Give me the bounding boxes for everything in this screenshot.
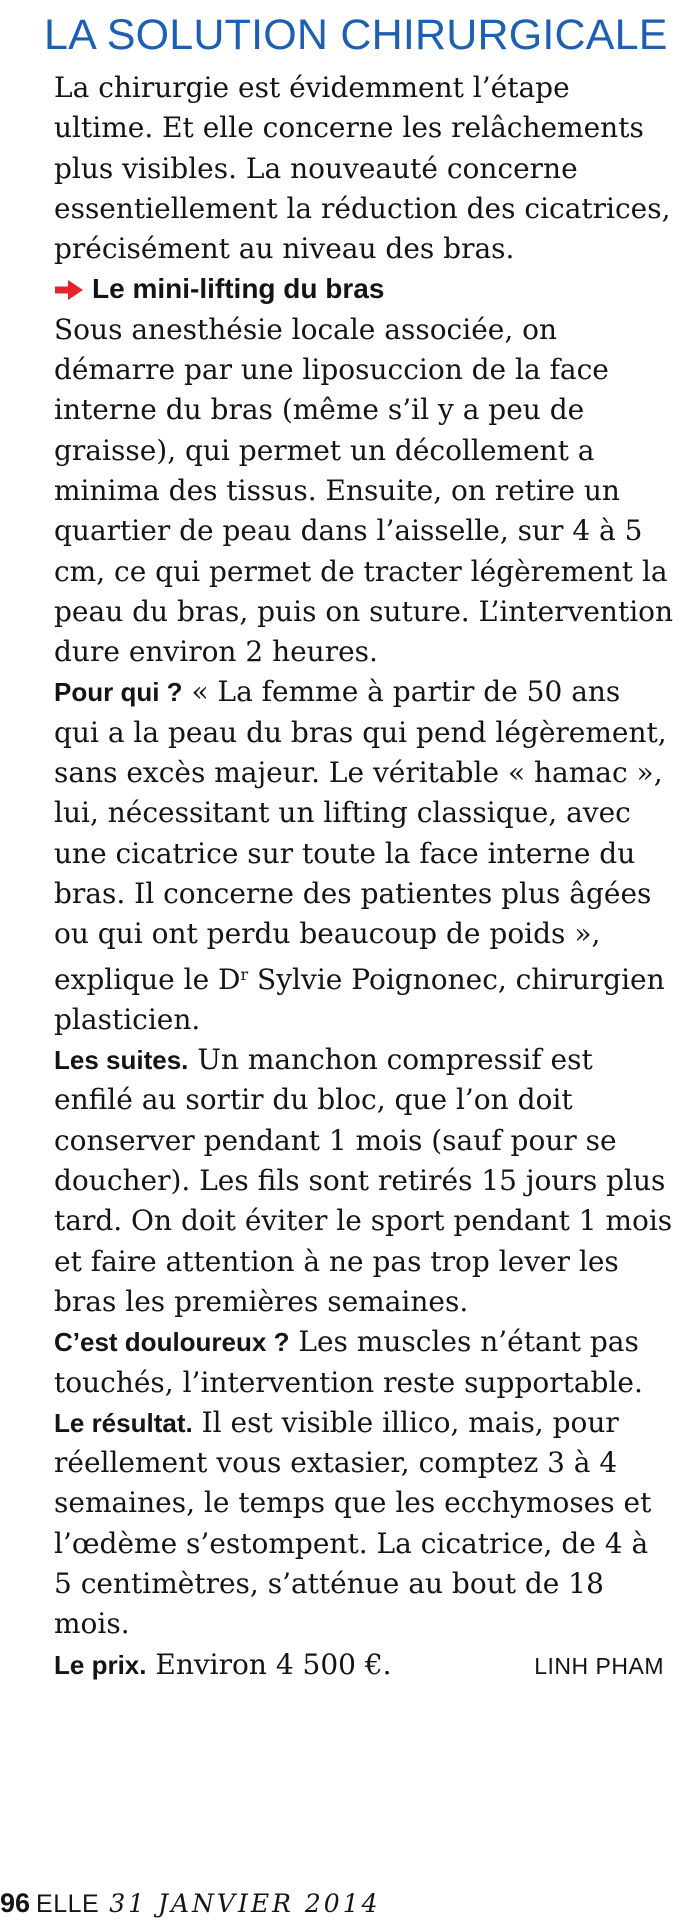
- for-whom-text: « La femme à partir de 50 ans qui a la peau du bras qui pend légèrement, sans excès majeur. Le véritable « hamac », lui, nécessitant un lifting classique, avec une cicatrice sur toute la face interne du bras. Il concerne des patientes plus âgées ou qui ont perdu beaucoup de poids », explique le D: [54, 675, 667, 996]
- page-number: 96: [0, 1888, 31, 1918]
- article-title: LA SOLUTION CHIRURGICALE: [44, 11, 668, 59]
- price-paragraph: [54, 1645, 392, 1685]
- result-label: Le résultat.: [54, 1407, 193, 1438]
- article-body: [54, 68, 674, 1686]
- pain-text: Les muscles n’étant pas touchés, l’intervention reste supportable.: [54, 1325, 643, 1399]
- aftercare-text: Un manchon compressif est enfilé au sortir du bloc, que l’on doit conserver pendant 1 mois (sauf pour se doucher). Les fils sont retirés 15 jours plus tard. On doit éviter le sport pendant 1 mois et faire attention à ne pas trop lever les bras les premières semaines.: [54, 1043, 673, 1318]
- for-whom-text-end: Sylvie Poignonec, chirurgien plasticien.: [54, 962, 665, 1036]
- doctor-superscript: r: [240, 964, 249, 984]
- description-paragraph: Sous anesthésie locale associée, on démarre par une liposuccion de la face interne du bras (même s’il y a peu de graisse), qui permet un décollement a minima des tissus. Ensuite, on retire un quartier de peau dans l’aisselle, sur 4 à 5 cm, ce qui permet de tracter légèrement la peau du bras, puis on suture. L’intervention dure environ 2 heures.: [54, 312, 674, 669]
- arrow-right-icon: [54, 279, 84, 301]
- price-text: Environ 4 500 €.: [155, 1647, 392, 1681]
- pain-label: C’est douloureux ?: [54, 1327, 290, 1358]
- author-byline: LINH PHAM: [534, 1652, 664, 1679]
- magazine-name: ELLE: [36, 1890, 100, 1918]
- for-whom-paragraph: [54, 672, 674, 1040]
- result-paragraph: [54, 1403, 674, 1645]
- page-footer: [0, 1888, 381, 1924]
- result-text: Il est visible illico, mais, pour réellement vous extasier, comptez 3 à 4 semaines, le temps que les ecchymoses et l’œdème s’estompent. La cicatrice, de 4 à 5 centimètres, s’atténue au bout de 18 mois.: [54, 1405, 652, 1641]
- pain-paragraph: [54, 1322, 674, 1403]
- section-heading-text: Le mini-lifting du bras: [92, 273, 385, 305]
- price-label: Le prix.: [54, 1649, 147, 1680]
- section-heading: [54, 269, 674, 309]
- for-whom-label: Pour qui ?: [54, 677, 183, 708]
- issue-date: 31 JANVIER 2014: [109, 1889, 381, 1918]
- aftercare-label: Les suites.: [54, 1045, 189, 1076]
- intro-paragraph: La chirurgie est évidemment l’étape ultime. Et elle concerne les relâchements plus visibles. La nouveauté concerne essentiellement la réduction des cicatrices, précisément au niveau des bras.: [54, 71, 671, 266]
- price-line: [54, 1645, 674, 1686]
- aftercare-paragraph: [54, 1040, 674, 1322]
